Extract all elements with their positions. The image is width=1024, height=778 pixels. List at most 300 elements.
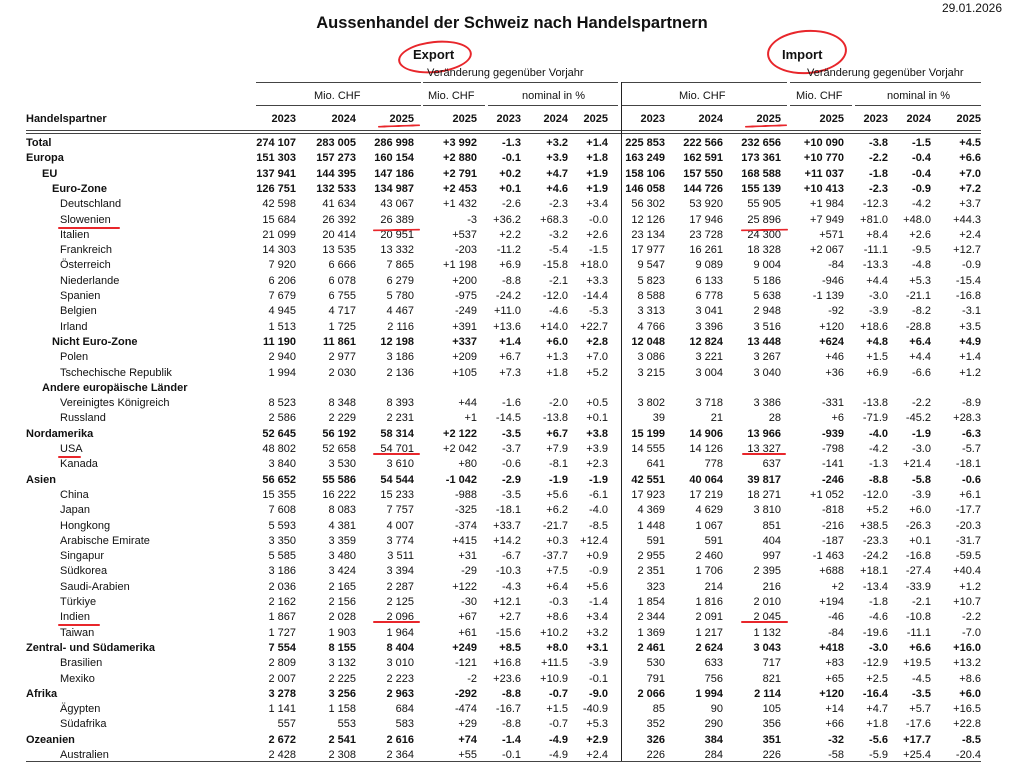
table-cell: +6.0 (546, 335, 568, 348)
table-cell: 17 923 (631, 488, 665, 501)
year-header: 2025 (389, 113, 414, 125)
table-row (26, 442, 981, 457)
table-cell: 226 (646, 749, 665, 761)
table-row (26, 503, 981, 518)
table-cell: 12 048 (631, 335, 665, 348)
table-cell: 12 126 (631, 213, 665, 226)
table-cell: 2 460 (695, 550, 723, 563)
table-cell: 2 116 (387, 320, 414, 333)
table-cell: 351 (762, 733, 781, 746)
table-cell: -2.1 (549, 274, 568, 287)
table-cell: +14.2 (493, 534, 521, 547)
table-cell: -84 (828, 259, 844, 272)
table-cell: 778 (704, 458, 723, 471)
table-cell: 39 817 (747, 473, 781, 486)
table-cell: -1.9 (589, 473, 608, 486)
table-cell: +3.3 (586, 274, 608, 287)
table-cell: +1.3 (546, 351, 568, 364)
table-cell: 12 198 (380, 335, 414, 348)
table-cell: -3.0 (869, 641, 888, 654)
partner-label: Afrika (26, 687, 58, 700)
table-cell: 3 516 (753, 320, 781, 333)
table-cell: -0.1 (589, 672, 608, 685)
table-cell: -45.2 (905, 412, 931, 425)
table-cell: -3.5 (502, 427, 521, 440)
table-cell: -818 (821, 504, 844, 517)
table-cell: +105 (452, 366, 477, 379)
table-cell: 17 977 (631, 244, 665, 257)
table-cell: -2.2 (869, 152, 888, 165)
table-cell: +7.5 (546, 565, 568, 578)
table-cell: 2 461 (637, 641, 665, 654)
table-cell: -0.9 (962, 259, 981, 272)
rule (855, 105, 981, 106)
table-cell: -7.0 (962, 626, 981, 639)
table-cell: +200 (452, 274, 477, 287)
table-cell: -249 (454, 305, 477, 318)
table-cell: -1 042 (445, 473, 477, 486)
table-cell: -10.3 (495, 565, 521, 578)
table-cell: 1 994 (695, 687, 723, 700)
table-row (26, 473, 981, 488)
table-cell: -0.6 (502, 458, 521, 471)
table-row (26, 748, 981, 763)
table-cell: +2 122 (443, 427, 477, 440)
table-cell: 3 267 (753, 351, 781, 364)
table-cell: 7 757 (386, 504, 414, 517)
table-cell: +11 037 (804, 167, 844, 180)
table-cell: +12.4 (580, 534, 608, 547)
table-cell: -17.6 (905, 718, 931, 731)
table-cell: -374 (454, 519, 477, 532)
table-cell: 7 554 (268, 641, 296, 654)
table-cell: 7 865 (386, 259, 414, 272)
year-header: 2024 (698, 113, 723, 125)
table-cell: -8.5 (962, 733, 981, 746)
table-cell: 2 007 (268, 672, 296, 685)
partner-label: Ägypten (60, 703, 101, 716)
table-cell: +7.2 (959, 182, 981, 195)
table-cell: -5.6 (869, 733, 888, 746)
table-row (26, 213, 981, 228)
table-cell: +10.9 (540, 672, 568, 685)
table-cell: +624 (819, 335, 844, 348)
table-cell: 3 718 (695, 397, 723, 410)
table-cell: +2 453 (443, 182, 477, 195)
table-cell: 2 977 (328, 351, 356, 364)
table-cell: 15 355 (262, 488, 296, 501)
table-cell: -16.7 (495, 703, 521, 716)
table-cell: -11.2 (496, 244, 521, 257)
table-cell: 2 156 (328, 596, 356, 608)
table-row (26, 580, 981, 595)
table-cell: -1 463 (812, 550, 844, 563)
table-cell: 58 314 (380, 427, 414, 440)
table-cell: +18.1 (860, 565, 888, 578)
table-cell: 3 394 (386, 565, 414, 578)
table-cell: -13.3 (862, 259, 888, 272)
table-cell: -2.3 (869, 182, 888, 195)
table-cell: 225 853 (625, 137, 665, 149)
table-cell: -12.0 (542, 290, 568, 302)
table-cell: +1.5 (866, 351, 888, 364)
table-cell: 3 256 (328, 687, 356, 700)
table-cell: 48 802 (262, 443, 296, 455)
table-cell: 404 (762, 534, 781, 547)
table-cell: 226 (762, 749, 781, 761)
partner-label: Belgien (60, 305, 97, 318)
table-cell: +4.7 (546, 167, 568, 180)
table-row (26, 733, 981, 748)
year-header: 2025 (583, 113, 608, 125)
table-cell: +7.9 (546, 443, 568, 455)
table-cell: 4 629 (695, 504, 723, 517)
table-cell: 791 (646, 672, 665, 685)
year-header: 2024 (906, 113, 931, 125)
table-cell: -121 (454, 657, 477, 670)
table-cell: -27.4 (905, 565, 931, 578)
table-row (26, 549, 981, 564)
table-cell: -71.9 (862, 412, 888, 425)
table-cell: -3 (467, 213, 477, 226)
rule (256, 105, 421, 106)
table-cell: 756 (704, 672, 723, 685)
table-cell: +68.3 (540, 213, 568, 226)
table-cell: -33.9 (905, 580, 931, 593)
table-cell: 6 133 (695, 274, 723, 287)
table-cell: -2.1 (912, 596, 931, 608)
table-row (26, 274, 981, 289)
rule (622, 105, 787, 106)
table-cell: 6 206 (268, 274, 296, 287)
table-cell: -20.3 (955, 519, 981, 532)
table-cell: 2 223 (386, 672, 414, 685)
table-cell: -1.6 (502, 397, 521, 410)
table-cell: -8.5 (589, 519, 608, 532)
partner-column-header: Handelspartner (26, 113, 107, 125)
table-cell: 1 903 (328, 626, 356, 639)
table-cell: -0.4 (912, 167, 931, 180)
table-cell: -16.4 (862, 687, 888, 700)
table-cell: -4.6 (869, 611, 888, 624)
table-cell: -8.8 (502, 718, 521, 731)
table-cell: -6.6 (912, 366, 931, 379)
table-cell: +29 (458, 718, 477, 731)
partner-label: Niederlande (60, 274, 120, 287)
table-cell: -3.8 (869, 137, 888, 149)
table-cell: 16 261 (689, 244, 723, 257)
table-cell: +33.7 (493, 519, 521, 532)
table-cell: -3.9 (589, 657, 608, 670)
table-cell: 8 393 (386, 397, 414, 410)
table-cell: -13.8 (542, 412, 568, 425)
export-mio-chf-header: Mio. CHF (314, 90, 361, 102)
partner-label: EU (42, 167, 58, 180)
table-cell: 2 225 (328, 672, 356, 685)
table-cell: 20 951 (380, 228, 414, 241)
table-cell: 5 585 (268, 550, 296, 563)
partner-label: Arabische Emirate (60, 534, 150, 547)
table-cell: -2.2 (912, 397, 931, 410)
table-cell: 3 004 (695, 366, 723, 379)
table-row (26, 197, 981, 212)
table-cell: +66 (825, 718, 844, 731)
table-row (26, 610, 981, 625)
table-cell: +571 (819, 228, 844, 241)
table-cell: -24.2 (862, 550, 888, 563)
table-cell: -798 (821, 443, 844, 455)
partner-label: Südafrika (60, 718, 107, 731)
table-cell: -4.5 (912, 672, 931, 685)
table-cell: +2.4 (959, 228, 981, 241)
table-cell: 17 946 (689, 213, 723, 226)
table-cell: +0.1 (499, 182, 521, 195)
partner-label: Asien (26, 473, 56, 486)
table-cell: +10.2 (540, 626, 568, 639)
table-cell: -0.3 (549, 596, 568, 608)
table-cell: +1 052 (810, 488, 844, 501)
table-cell: 2 963 (386, 687, 414, 700)
table-row (26, 243, 981, 258)
table-cell: -40.9 (582, 703, 608, 716)
table-row (26, 381, 981, 396)
table-cell: -325 (454, 504, 477, 517)
export-change-header: Veränderung gegenüber Vorjahr (427, 67, 584, 79)
table-cell: +14.0 (540, 320, 568, 333)
table-cell: 2 091 (695, 611, 723, 624)
table-cell: 2 672 (268, 733, 296, 746)
table-cell: +337 (452, 335, 477, 348)
table-cell: 54 544 (380, 473, 414, 486)
table-cell: -5.7 (962, 443, 981, 455)
table-cell: -3.9 (912, 488, 931, 501)
table-cell: 2 364 (386, 749, 414, 761)
table-cell: +22.7 (580, 320, 608, 333)
table-cell: -0.7 (549, 718, 568, 731)
table-cell: -15.6 (495, 626, 521, 639)
table-cell: 3 010 (386, 657, 414, 670)
table-cell: 3 840 (268, 458, 296, 471)
partner-label: Spanien (60, 290, 101, 302)
table-cell: +6.4 (909, 335, 931, 348)
table-cell: +23.6 (493, 672, 521, 685)
table-cell: -3.1 (962, 305, 981, 318)
table-cell: -2.0 (549, 397, 568, 410)
year-header: 2024 (543, 113, 568, 125)
table-cell: +2.7 (499, 611, 521, 624)
table-cell: +1.4 (959, 351, 981, 364)
table-cell: +10 413 (803, 182, 844, 195)
table-cell: +8.0 (546, 641, 568, 654)
table-cell: -1.4 (589, 596, 608, 608)
table-cell: 2 344 (637, 611, 665, 624)
table-cell: +2.4 (586, 749, 608, 761)
table-cell: 3 278 (268, 687, 296, 700)
table-cell: 8 523 (268, 397, 296, 410)
table-cell: 3 221 (695, 351, 723, 364)
year-header: 2025 (956, 113, 981, 125)
table-cell: 2 287 (386, 580, 414, 593)
table-cell: 5 780 (386, 290, 414, 302)
table-cell: 14 303 (262, 244, 296, 257)
table-cell: -8.8 (869, 473, 888, 486)
table-cell: 232 656 (741, 137, 781, 149)
table-cell: 157 550 (683, 167, 723, 180)
table-cell: 637 (762, 458, 781, 471)
table-row (26, 228, 981, 243)
table-cell: 54 701 (380, 443, 414, 455)
table-cell: 147 186 (374, 167, 414, 180)
table-row (26, 151, 981, 166)
table-cell: +16.0 (953, 641, 981, 654)
table-cell: -24.2 (495, 290, 521, 302)
table-cell: 20 414 (322, 228, 356, 241)
partner-label: Mexiko (60, 672, 95, 685)
table-cell: 42 598 (262, 198, 296, 211)
table-cell: +688 (819, 565, 844, 578)
table-cell: 997 (762, 550, 781, 563)
table-cell: -1.9 (549, 473, 568, 486)
table-cell: +6.6 (959, 152, 981, 165)
table-cell: 2 231 (386, 412, 414, 425)
year-header: 2025 (819, 113, 844, 125)
partner-label: Südkorea (60, 565, 108, 578)
table-cell: 5 186 (753, 274, 781, 287)
table-cell: 39 (652, 412, 665, 425)
partner-label: Russland (60, 412, 106, 425)
table-cell: -11.1 (906, 626, 931, 639)
table-cell: +3.7 (959, 198, 981, 211)
table-row (26, 335, 981, 350)
table-cell: -10.8 (905, 611, 931, 624)
table-cell: -14.4 (582, 290, 608, 302)
table-cell: +6.9 (499, 259, 521, 272)
table-cell: -13.4 (862, 580, 888, 593)
table-cell: 134 987 (374, 182, 414, 195)
table-cell: +61 (458, 626, 477, 639)
table-cell: 684 (395, 703, 414, 716)
partner-label: Zentral- und Südamerika (26, 641, 155, 654)
table-cell: +22.8 (953, 718, 981, 731)
table-cell: 105 (762, 703, 781, 716)
table-cell: +194 (819, 596, 844, 608)
table-cell: -474 (454, 703, 477, 716)
table-cell: +6.6 (909, 641, 931, 654)
table-cell: +6.7 (546, 427, 568, 440)
export-change-mio-chf-header: Mio. CHF (428, 90, 475, 102)
table-cell: 1 448 (637, 519, 665, 532)
table-cell: 2 162 (268, 596, 296, 608)
table-cell: -216 (821, 519, 844, 532)
table-cell: 7 608 (268, 504, 296, 517)
table-cell: -1.3 (869, 458, 888, 471)
table-cell: 3 610 (386, 458, 414, 471)
table-cell: -3.7 (502, 443, 521, 455)
table-cell: +3.9 (586, 443, 608, 455)
partner-label: Brasilien (60, 657, 103, 670)
table-cell: +12.1 (493, 596, 521, 608)
table-row (26, 289, 981, 304)
table-cell: -203 (454, 244, 477, 257)
table-cell: +16.8 (493, 657, 521, 670)
table-cell: +6 (831, 412, 844, 425)
table-cell: -32 (828, 733, 844, 746)
table-cell: +11.0 (493, 305, 521, 318)
table-cell: 851 (762, 519, 781, 532)
table-cell: +122 (452, 580, 477, 593)
table-cell: 284 (704, 749, 723, 761)
table-cell: +0.5 (586, 397, 608, 410)
table-row (26, 488, 981, 503)
table-cell: -4.0 (589, 504, 608, 517)
table-cell: 6 778 (695, 290, 723, 302)
table-cell: +6.0 (959, 687, 981, 700)
table-cell: -1.5 (912, 137, 931, 149)
table-cell: 384 (704, 733, 723, 746)
table-row (26, 595, 981, 610)
table-cell: 557 (277, 718, 296, 731)
table-cell: -8.9 (962, 397, 981, 410)
table-cell: 633 (704, 657, 723, 670)
table-row (26, 258, 981, 273)
table-cell: +80 (458, 458, 477, 471)
table-cell: +5.6 (546, 488, 568, 501)
table-cell: 168 588 (741, 167, 781, 180)
table-cell: +1.5 (546, 703, 568, 716)
table-cell: 2 125 (386, 596, 414, 608)
partner-label: Indien (60, 611, 90, 624)
table-cell: -8.1 (549, 458, 568, 471)
table-row (26, 366, 981, 381)
table-cell: +7.0 (586, 351, 608, 364)
partner-label: Nicht Euro-Zone (52, 335, 138, 348)
rule (256, 82, 421, 83)
partner-label: Taiwan (60, 626, 95, 639)
table-row (26, 717, 981, 732)
table-cell: +83 (825, 657, 844, 670)
underline-annotation (741, 621, 788, 623)
report-date: 29.01.2026 (941, 1, 1002, 15)
table-cell: 1 964 (386, 626, 414, 639)
table-row (26, 167, 981, 182)
table-cell: -0.7 (549, 687, 568, 700)
table-cell: -37.7 (542, 550, 568, 563)
table-cell: 323 (646, 580, 665, 593)
table-cell: -3.5 (912, 687, 931, 700)
table-cell: 3 386 (753, 397, 781, 410)
table-cell: -1.9 (912, 427, 931, 440)
table-cell: -4.0 (869, 427, 888, 440)
import-change-header: Veränderung gegenüber Vorjahr (807, 67, 964, 79)
table-row (26, 182, 981, 197)
table-cell: 3 480 (328, 550, 356, 563)
table-cell: -2.6 (502, 198, 521, 211)
table-cell: -21.7 (542, 519, 568, 532)
table-cell: 13 966 (747, 427, 781, 440)
table-cell: 26 392 (322, 213, 356, 226)
table-cell: 1 994 (268, 366, 296, 379)
table-cell: 1 067 (695, 519, 723, 532)
table-cell: 3 086 (637, 351, 665, 364)
partner-label: Nordamerika (26, 427, 94, 440)
table-cell: +2 880 (443, 152, 477, 165)
table-cell: -9.5 (912, 244, 931, 257)
table-cell: 1 706 (695, 565, 723, 578)
table-cell: 23 134 (631, 228, 665, 241)
partner-label: Japan (60, 504, 90, 517)
table-cell: -6.1 (589, 488, 608, 501)
table-cell: 25 896 (747, 213, 781, 226)
